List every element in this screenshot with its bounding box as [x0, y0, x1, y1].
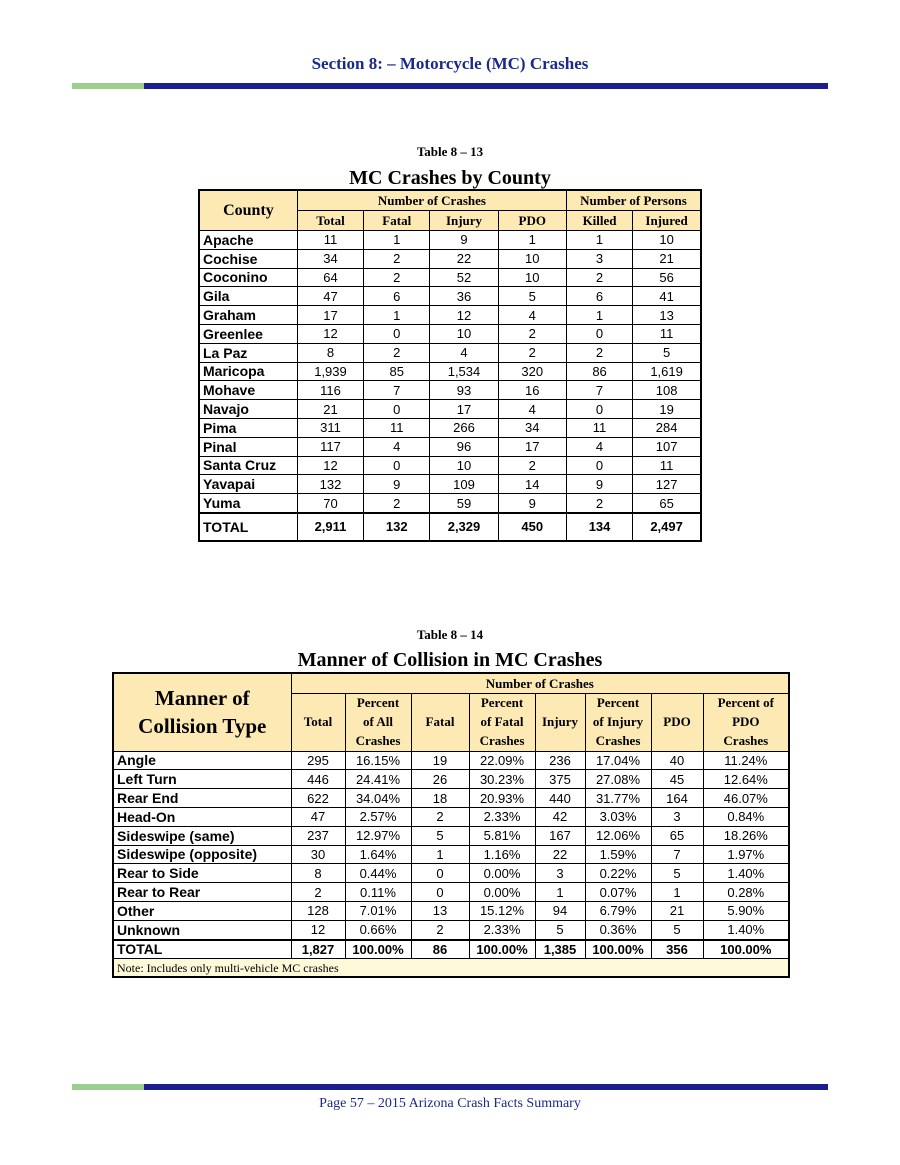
county-row [199, 324, 701, 343]
county-row [199, 287, 701, 306]
column-header [411, 694, 469, 752]
value-cell: 1.64% [345, 845, 411, 864]
value-cell: 21 [633, 249, 701, 268]
value-cell: 284 [633, 418, 701, 437]
county-header: County [199, 190, 297, 231]
value-cell: 0 [566, 324, 632, 343]
collision-type-name: Rear End [113, 789, 291, 808]
value-cell: 17 [430, 400, 498, 419]
value-cell: 2 [291, 883, 345, 902]
value-cell: 12.06% [585, 826, 651, 845]
county-row [199, 268, 701, 287]
column-header-line: Crashes [595, 732, 641, 748]
value-cell: 24.41% [345, 770, 411, 789]
value-cell: 108 [633, 381, 701, 400]
value-cell: 64 [297, 268, 363, 287]
value-cell: 21 [651, 901, 703, 920]
county-name: Gila [199, 287, 297, 306]
collision-type-name: Head-On [113, 807, 291, 826]
value-cell: 311 [297, 418, 363, 437]
value-cell: 11.24% [703, 751, 789, 770]
value-cell: 11 [297, 231, 363, 250]
value-cell: 26 [411, 770, 469, 789]
collision-row [113, 770, 789, 789]
table-note: Note: Includes only multi-vehicle MC crashes [113, 959, 789, 978]
column-header: Fatal [364, 211, 430, 231]
value-cell: 18 [411, 789, 469, 808]
value-cell: 128 [291, 901, 345, 920]
value-cell: 34 [498, 418, 566, 437]
value-cell: 5 [651, 920, 703, 939]
column-header [585, 694, 651, 752]
value-cell: 6 [566, 287, 632, 306]
value-cell: 5 [411, 826, 469, 845]
value-cell: 34 [297, 249, 363, 268]
collision-row [113, 751, 789, 770]
value-cell: 16.15% [345, 751, 411, 770]
county-row [199, 418, 701, 437]
value-cell: 1.97% [703, 845, 789, 864]
value-cell: 86 [566, 362, 632, 381]
value-cell: 1.40% [703, 920, 789, 939]
collision-type-name: Angle [113, 751, 291, 770]
county-row [199, 249, 701, 268]
value-cell: 5 [651, 864, 703, 883]
value-cell: 2 [498, 343, 566, 362]
value-cell: 4 [566, 437, 632, 456]
collision-type-name: Other [113, 901, 291, 920]
value-cell: 3 [651, 807, 703, 826]
value-cell: 18.26% [703, 826, 789, 845]
value-cell: 237 [291, 826, 345, 845]
value-cell: 3 [535, 864, 585, 883]
value-cell: 0 [566, 400, 632, 419]
value-cell: 0.66% [345, 920, 411, 939]
value-cell: 2 [566, 268, 632, 287]
value-cell: 375 [535, 770, 585, 789]
collision-type-header [113, 673, 291, 751]
value-cell: 1 [364, 231, 430, 250]
value-cell: 1 [498, 231, 566, 250]
value-cell: 40 [651, 751, 703, 770]
value-cell: 116 [297, 381, 363, 400]
total-label: TOTAL [199, 513, 297, 541]
persons-group-header: Number of Persons [566, 190, 701, 211]
value-cell: 47 [291, 807, 345, 826]
total-cell: 1,385 [535, 940, 585, 959]
value-cell: 3.03% [585, 807, 651, 826]
value-cell: 56 [633, 268, 701, 287]
value-cell: 2 [566, 494, 632, 513]
value-cell: 7.01% [345, 901, 411, 920]
county-name: La Paz [199, 343, 297, 362]
county-row [199, 306, 701, 325]
value-cell: 2 [498, 324, 566, 343]
collision-type-header-line2: Collision Type [138, 714, 267, 739]
total-cell: 2,329 [430, 513, 498, 541]
value-cell: 236 [535, 751, 585, 770]
column-header-line: Injury [541, 713, 579, 729]
value-cell: 0 [566, 456, 632, 475]
collision-row [113, 845, 789, 864]
value-cell: 2 [411, 920, 469, 939]
value-cell: 0.00% [469, 864, 535, 883]
value-cell: 0 [411, 864, 469, 883]
total-cell: 2,497 [633, 513, 701, 541]
value-cell: 22 [430, 249, 498, 268]
value-cell: 0 [364, 324, 430, 343]
column-header-line: Total [303, 713, 333, 729]
value-cell: 266 [430, 418, 498, 437]
value-cell: 7 [364, 381, 430, 400]
county-row [199, 381, 701, 400]
value-cell: 30.23% [469, 770, 535, 789]
total-cell: 134 [566, 513, 632, 541]
total-cell: 100.00% [345, 940, 411, 959]
value-cell: 12 [430, 306, 498, 325]
value-cell: 1,939 [297, 362, 363, 381]
value-cell: 0.11% [345, 883, 411, 902]
value-cell: 7 [651, 845, 703, 864]
value-cell: 446 [291, 770, 345, 789]
value-cell: 2 [566, 343, 632, 362]
value-cell: 59 [430, 494, 498, 513]
value-cell: 2 [364, 494, 430, 513]
value-cell: 94 [535, 901, 585, 920]
value-cell: 107 [633, 437, 701, 456]
footer-rule [72, 1084, 828, 1090]
value-cell: 30 [291, 845, 345, 864]
county-name: Coconino [199, 268, 297, 287]
value-cell: 4 [498, 400, 566, 419]
county-crash-table [198, 189, 702, 542]
value-cell: 16 [498, 381, 566, 400]
column-header-line: Crashes [479, 732, 525, 748]
collision-type-name: Sideswipe (same) [113, 826, 291, 845]
county-name: Pinal [199, 437, 297, 456]
county-name: Yavapai [199, 475, 297, 494]
table2-title: Manner of Collision in MC Crashes [297, 649, 603, 671]
value-cell: 1 [411, 845, 469, 864]
value-cell: 41 [633, 287, 701, 306]
section-title: Section 8: – Motorcycle (MC) Crashes [311, 54, 589, 73]
value-cell: 9 [566, 475, 632, 494]
header-rule [72, 83, 828, 89]
total-cell: 450 [498, 513, 566, 541]
value-cell: 0 [364, 456, 430, 475]
value-cell: 164 [651, 789, 703, 808]
collision-type-name: Rear to Side [113, 864, 291, 883]
total-cell: 132 [364, 513, 430, 541]
value-cell: 47 [297, 287, 363, 306]
total-label: TOTAL [113, 940, 291, 959]
value-cell: 20.93% [469, 789, 535, 808]
column-header [703, 694, 789, 752]
value-cell: 622 [291, 789, 345, 808]
value-cell: 96 [430, 437, 498, 456]
county-name: Apache [199, 231, 297, 250]
county-row [199, 437, 701, 456]
collision-type-name: Unknown [113, 920, 291, 939]
value-cell: 42 [535, 807, 585, 826]
value-cell: 2 [364, 249, 430, 268]
value-cell: 9 [364, 475, 430, 494]
value-cell: 11 [566, 418, 632, 437]
value-cell: 85 [364, 362, 430, 381]
value-cell: 1 [535, 883, 585, 902]
value-cell: 12.97% [345, 826, 411, 845]
value-cell: 65 [633, 494, 701, 513]
value-cell: 17 [498, 437, 566, 456]
value-cell: 70 [297, 494, 363, 513]
value-cell: 132 [297, 475, 363, 494]
value-cell: 15.12% [469, 901, 535, 920]
table1-title: MC Crashes by County [349, 167, 551, 189]
value-cell: 5 [535, 920, 585, 939]
county-name: Navajo [199, 400, 297, 419]
value-cell: 11 [633, 456, 701, 475]
column-header-line: PDO [663, 713, 691, 729]
county-row [199, 343, 701, 362]
column-header-line: of Injury [592, 713, 644, 729]
value-cell: 2.57% [345, 807, 411, 826]
value-cell: 0.44% [345, 864, 411, 883]
column-header-line: Crashes [355, 732, 401, 748]
value-cell: 5 [633, 343, 701, 362]
value-cell: 109 [430, 475, 498, 494]
value-cell: 2 [498, 456, 566, 475]
value-cell: 0 [364, 400, 430, 419]
column-header-line: Percent [356, 695, 400, 710]
value-cell: 0.84% [703, 807, 789, 826]
value-cell: 4 [430, 343, 498, 362]
value-cell: 8 [297, 343, 363, 362]
value-cell: 12 [291, 920, 345, 939]
value-cell: 9 [430, 231, 498, 250]
value-cell: 7 [566, 381, 632, 400]
column-header: Total [297, 211, 363, 231]
value-cell: 0.07% [585, 883, 651, 902]
table1-number: Table 8 – 13 [416, 144, 484, 159]
column-header [469, 694, 535, 752]
column-header: Injured [633, 211, 701, 231]
county-name: Yuma [199, 494, 297, 513]
total-cell: 100.00% [469, 940, 535, 959]
value-cell: 167 [535, 826, 585, 845]
value-cell: 127 [633, 475, 701, 494]
value-cell: 10 [430, 324, 498, 343]
county-name: Pima [199, 418, 297, 437]
value-cell: 0.28% [703, 883, 789, 902]
value-cell: 2 [364, 268, 430, 287]
value-cell: 1 [364, 306, 430, 325]
value-cell: 1,619 [633, 362, 701, 381]
value-cell: 117 [297, 437, 363, 456]
county-row [199, 400, 701, 419]
county-row [199, 456, 701, 475]
column-header-line: Fatal [425, 713, 455, 729]
crashes-group-header: Number of Crashes [291, 673, 789, 694]
county-name: Greenlee [199, 324, 297, 343]
table2-number: Table 8 – 14 [416, 627, 484, 642]
column-header-line: of Fatal [480, 713, 524, 729]
value-cell: 12 [297, 324, 363, 343]
column-header [651, 694, 703, 752]
crashes-group-header: Number of Crashes [297, 190, 566, 211]
total-cell: 86 [411, 940, 469, 959]
total-cell: 2,911 [297, 513, 363, 541]
value-cell: 6 [364, 287, 430, 306]
county-row [199, 475, 701, 494]
value-cell: 1.59% [585, 845, 651, 864]
collision-type-header-line1: Manner of [154, 685, 250, 710]
value-cell: 1,534 [430, 362, 498, 381]
value-cell: 34.04% [345, 789, 411, 808]
value-cell: 4 [364, 437, 430, 456]
county-row [199, 494, 701, 513]
value-cell: 46.07% [703, 789, 789, 808]
value-cell: 14 [498, 475, 566, 494]
value-cell: 5 [498, 287, 566, 306]
value-cell: 10 [633, 231, 701, 250]
value-cell: 2.33% [469, 920, 535, 939]
column-header: Injury [430, 211, 498, 231]
value-cell: 2.33% [469, 807, 535, 826]
value-cell: 22 [535, 845, 585, 864]
value-cell: 440 [535, 789, 585, 808]
column-header-line: Crashes [723, 732, 769, 748]
county-row [199, 231, 701, 250]
value-cell: 11 [364, 418, 430, 437]
collision-row [113, 864, 789, 883]
value-cell: 4 [498, 306, 566, 325]
value-cell: 17 [297, 306, 363, 325]
value-cell: 36 [430, 287, 498, 306]
county-row [199, 362, 701, 381]
column-header-line: PDO [732, 713, 760, 729]
value-cell: 320 [498, 362, 566, 381]
value-cell: 1.16% [469, 845, 535, 864]
value-cell: 10 [430, 456, 498, 475]
total-cell: 100.00% [703, 940, 789, 959]
value-cell: 0.00% [469, 883, 535, 902]
collision-type-name: Sideswipe (opposite) [113, 845, 291, 864]
collision-row [113, 901, 789, 920]
value-cell: 13 [411, 901, 469, 920]
value-cell: 2 [364, 343, 430, 362]
value-cell: 5.81% [469, 826, 535, 845]
value-cell: 10 [498, 268, 566, 287]
value-cell: 19 [633, 400, 701, 419]
column-header-line: Percent [596, 695, 640, 710]
value-cell: 0.22% [585, 864, 651, 883]
county-name: Cochise [199, 249, 297, 268]
value-cell: 1 [651, 883, 703, 902]
value-cell: 27.08% [585, 770, 651, 789]
value-cell: 31.77% [585, 789, 651, 808]
value-cell: 1 [566, 306, 632, 325]
column-header: Killed [566, 211, 632, 231]
value-cell: 0 [411, 883, 469, 902]
county-name: Maricopa [199, 362, 297, 381]
collision-row [113, 883, 789, 902]
value-cell: 52 [430, 268, 498, 287]
value-cell: 65 [651, 826, 703, 845]
value-cell: 12 [297, 456, 363, 475]
value-cell: 12.64% [703, 770, 789, 789]
value-cell: 1 [566, 231, 632, 250]
value-cell: 21 [297, 400, 363, 419]
collision-row [113, 920, 789, 939]
value-cell: 17.04% [585, 751, 651, 770]
value-cell: 0.36% [585, 920, 651, 939]
value-cell: 3 [566, 249, 632, 268]
value-cell: 19 [411, 751, 469, 770]
collision-row [113, 807, 789, 826]
collision-type-name: Rear to Rear [113, 883, 291, 902]
value-cell: 5.90% [703, 901, 789, 920]
page-footer: Page 57 – 2015 Arizona Crash Facts Summary [319, 1096, 581, 1111]
value-cell: 6.79% [585, 901, 651, 920]
county-name: Graham [199, 306, 297, 325]
value-cell: 2 [411, 807, 469, 826]
collision-type-name: Left Turn [113, 770, 291, 789]
value-cell: 9 [498, 494, 566, 513]
column-header [535, 694, 585, 752]
total-cell: 100.00% [585, 940, 651, 959]
value-cell: 45 [651, 770, 703, 789]
column-header [291, 694, 345, 752]
collision-row [113, 789, 789, 808]
value-cell: 1.40% [703, 864, 789, 883]
value-cell: 93 [430, 381, 498, 400]
collision-type-table [112, 672, 790, 978]
value-cell: 295 [291, 751, 345, 770]
value-cell: 11 [633, 324, 701, 343]
county-name: Mohave [199, 381, 297, 400]
value-cell: 10 [498, 249, 566, 268]
county-name: Santa Cruz [199, 456, 297, 475]
column-header-line: of All [363, 713, 393, 729]
column-header [345, 694, 411, 752]
column-header: PDO [498, 211, 566, 231]
column-header-line: Percent of [717, 695, 775, 710]
total-cell: 356 [651, 940, 703, 959]
column-header-line: Percent [480, 695, 524, 710]
value-cell: 22.09% [469, 751, 535, 770]
total-cell: 1,827 [291, 940, 345, 959]
value-cell: 8 [291, 864, 345, 883]
value-cell: 13 [633, 306, 701, 325]
collision-row [113, 826, 789, 845]
